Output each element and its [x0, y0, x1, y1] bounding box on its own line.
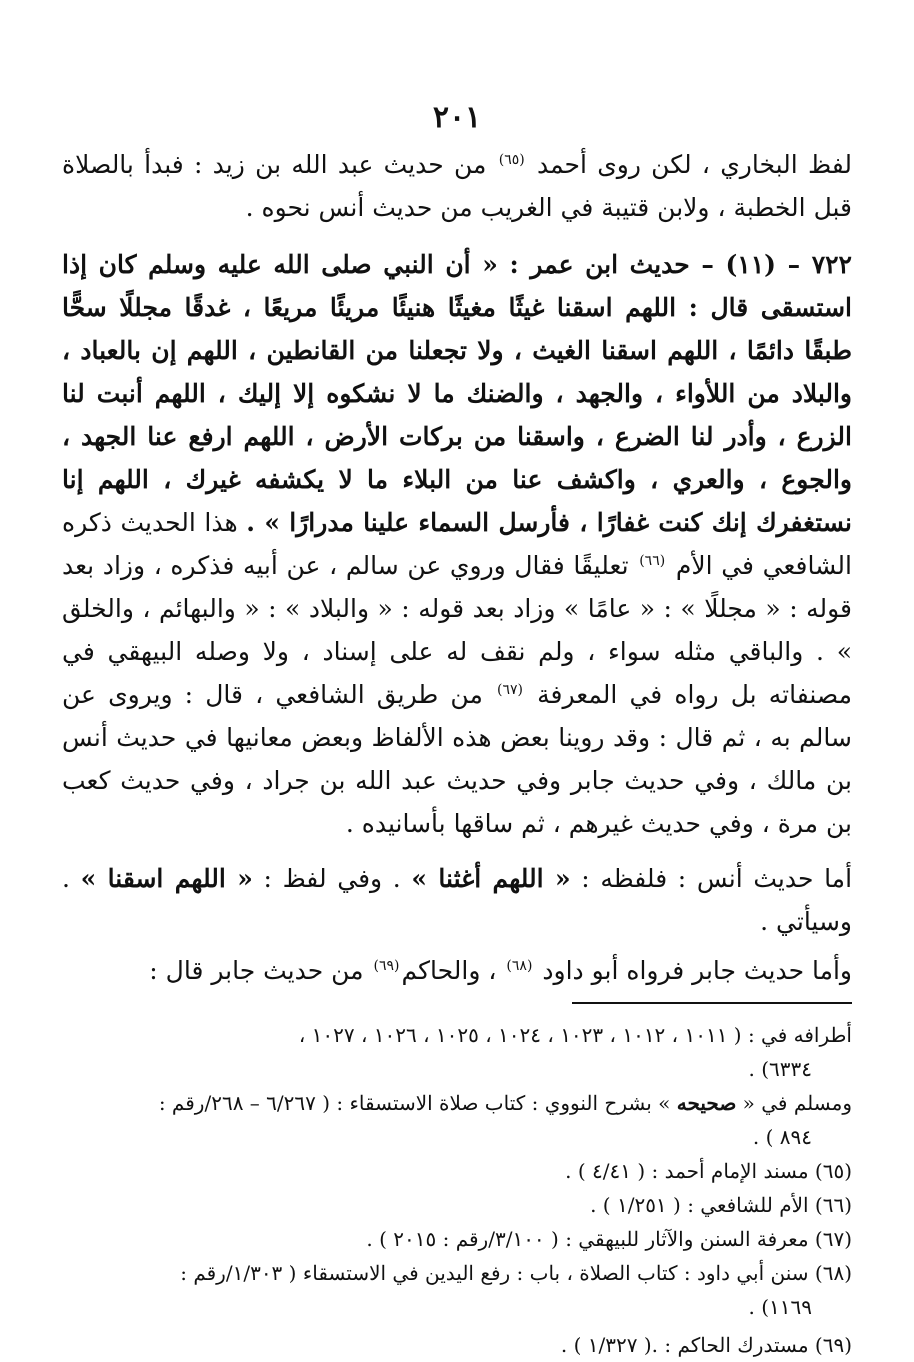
anas-text-a: أما حديث أنس : فلفظه :: [581, 864, 853, 893]
anas-paragraph: [62, 857, 852, 943]
footnote-ref-69[interactable]: (٦٩): [373, 957, 400, 974]
footnote-65: (٦٥) مسند الإمام أحمد : ( ٤/٤١ ) .: [565, 1159, 852, 1183]
jabir-paragraph: [62, 949, 852, 992]
hadith-commentary-c: من طريق الشافعي ، قال : ويروى عن سالم به ، ثم قال : وقد روينا بعض هذه الألفاظ وبعض معانيها في حديث أنس بن مالك ، وفي حديث جابر وفي حديث عبد الله بن جراد ، وفي حديث كعب بن مرة ، وفي حديث غيرهم ، ثم ساقها بأسانيده .: [62, 680, 852, 838]
intro-text-b: من حديث عبد الله بن زيد : فبدأ بالصلاة قبل الخطبة ، ولابن قتيبة في الغريب من حديث أنس نحوه .: [62, 150, 852, 222]
jabir-text-c: من حديث جابر قال :: [149, 956, 364, 985]
footnote-ref-67[interactable]: (٦٧): [496, 681, 523, 698]
footnote-66: (٦٦) الأم للشافعي : ( ١/٢٥١ ) .: [590, 1193, 852, 1217]
footnote-67: (٦٧) معرفة السنن والآثار للبيهقي : ( ٣/١٠٠/رقم : ٢٠١٥ ) .: [366, 1227, 852, 1251]
footnote-continuation-2-b: ٨٩٤ ) .: [752, 1125, 812, 1149]
hadith-heading: ٧٢٢ – (١١) – حديث ابن عمر : « أن النبي صلى الله عليه وسلم كان إذا استسقى قال : اللهم اسقنا غيثًا مغيثًا هنيئًا مريئًا مريعًا ، غدقًا مجللًا سحًّا طبقًا دائمًا ، اللهم اسقنا الغيث ، ولا تجعلنا من القانطين ، اللهم إن بالعباد ، والبلاد من اللأواء ، والجهد ، والضنك ما لا نشكوه إلا إليك ، اللهم أنبت لنا الزرع ، وأدر لنا الضرع ، واسقنا من بركات الأرض ، اللهم ارفع عنا الجهد ، والجوع ، والعري ، واكشف عنا من البلاء ما لا يكشفه غيرك ، اللهم إنا نستغفرك إنك كنت غفارًا ، فأرسل السماء علينا مدرارًا » .: [62, 250, 852, 537]
jabir-text-a: وأما حديث جابر فرواه أبو داود: [542, 956, 852, 985]
footnote-separator: [572, 1002, 852, 1004]
footnote-continuation-1-b: ٦٣٣٤) .: [748, 1057, 812, 1081]
jabir-text-b: ، والحاكم: [401, 956, 497, 985]
footnote-ref-66[interactable]: (٦٦): [639, 552, 666, 569]
footnote-ref-65[interactable]: (٦٥): [498, 151, 525, 168]
footnote-68-b: ١١٦٩) .: [748, 1295, 812, 1319]
anas-quote-1: « اللهم أغثنا »: [411, 864, 571, 893]
footnote-continuation-2-bold: صحيحه: [676, 1091, 737, 1115]
footnote-69: (٦٩) مستدرك الحاكم : .( ١/٣٢٧ ) .: [560, 1333, 852, 1357]
footnotes-section: [62, 1018, 852, 1362]
footnote-68: [62, 1256, 852, 1324]
anas-text-c: . وسيأتي .: [62, 864, 852, 936]
footnote-continuation-1-a: أطرافه في : ( ١٠١١ ، ١٠١٢ ، ١٠٢٣ ، ١٠٢٤ ، ١٠٢٥ ، ١٠٢٦ ، ١٠٢٧ ،: [298, 1023, 852, 1047]
intro-text-a: لفظ البخاري ، لكن روى أحمد: [536, 150, 852, 179]
hadith-paragraph: [62, 243, 852, 845]
footnote-continuation-2: [62, 1086, 852, 1154]
footnote-continuation-1: [62, 1018, 852, 1086]
footnote-continuation-2-pre: ومسلم في «: [742, 1091, 852, 1115]
intro-paragraph: [62, 143, 852, 229]
hadith-commentary-a: هذا الحديث ذكره الشافعي في الأم: [62, 508, 852, 580]
page-content: [62, 100, 852, 1362]
anas-text-b: . وفي لفظ :: [263, 864, 401, 893]
footnote-continuation-2-post: » بشرح النووي : كتاب صلاة الاستسقاء : ( ٦/٢٦٧ – ٢٦٨/رقم :: [158, 1091, 671, 1115]
hadith-commentary-b: تعليقًا فقال وروي عن سالم ، عن أبيه فذكره ، وزاد بعد قوله : « مجللًا » : « عامًا » وزاد بعد قوله : « والبلاد » : « والبهائم ، والخلق » . والباقي مثله سواء ، ولم نقف له على إسناد ، ولا وصله البيهقي في مصنفاته بل رواه في المعرفة: [62, 551, 852, 709]
footnote-ref-68[interactable]: (٦٨): [506, 957, 533, 974]
footnote-68-a: (٦٨) سنن أبي داود : كتاب الصلاة ، باب : رفع اليدين في الاستسقاء ( ١/٣٠٣/رقم :: [180, 1261, 852, 1285]
anas-quote-2: « اللهم اسقنا »: [80, 864, 253, 893]
page-number: ٢٠١: [432, 100, 482, 135]
